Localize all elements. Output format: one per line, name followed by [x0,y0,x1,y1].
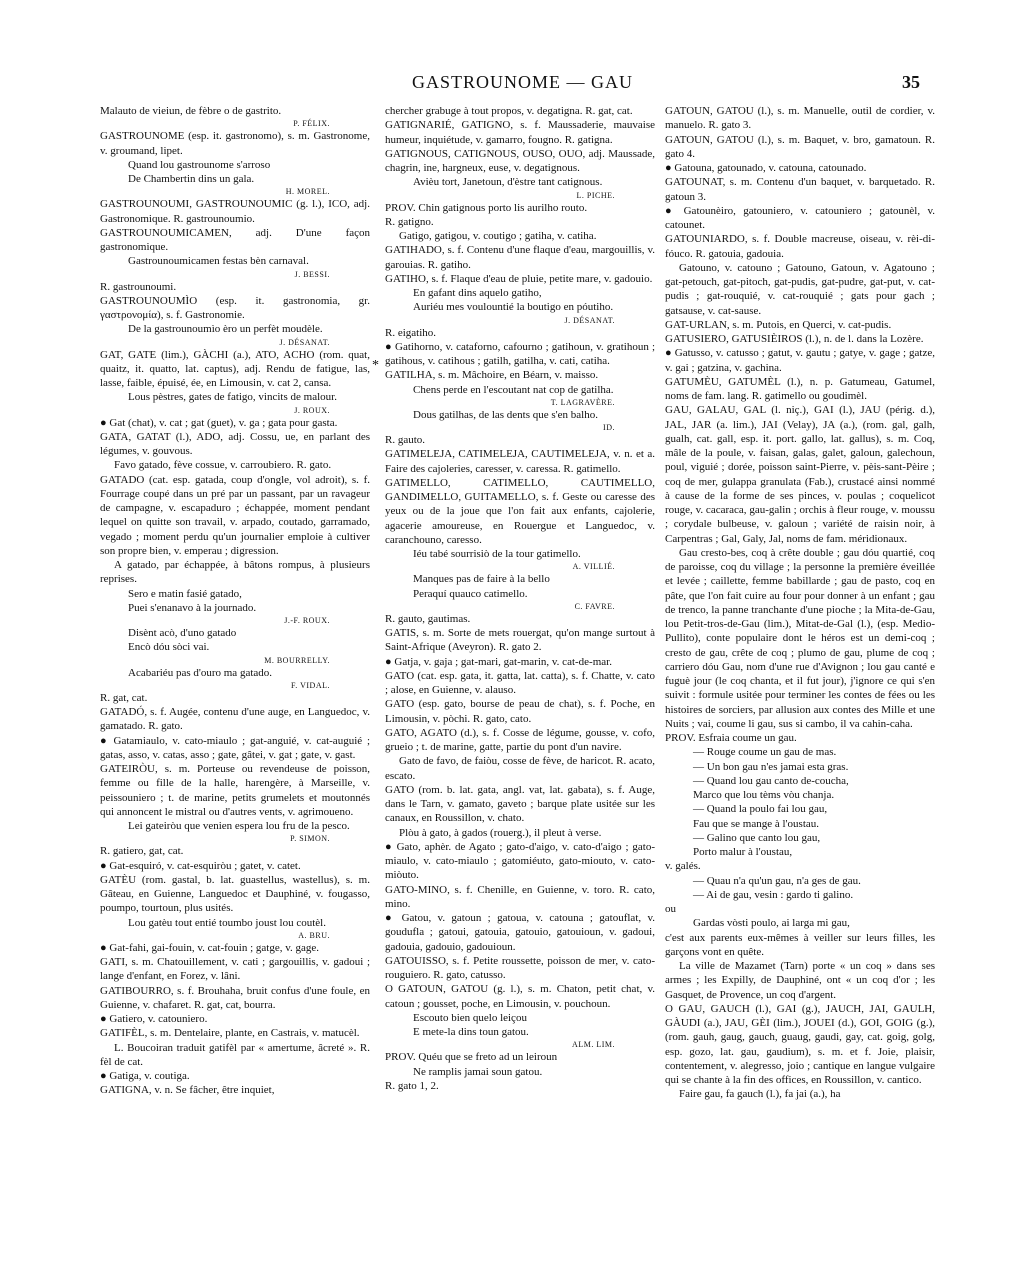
entry-paragraph: GATO (cat. esp. gata, it. gatta, lat. catta), s. f. Chatte, v. cato ; alose, en Guienne, v. alauso. [385,669,655,696]
entry-paragraph: GATIGNARIÉ, GATIGNO, s. f. Maussaderie, mauvaise humeur, inquiétude, v. gamarro, fougno. R. gatigna. [385,119,655,146]
entry-paragraph: GATOUISSO, s. f. Petite roussette, poisson de mer, v. cato-rouguiero. R. gato, catusso. [385,954,655,981]
entry-paragraph: ● Gat (chat), v. cat ; gat (guet), v. ga ; gata pour gasta. [100,416,338,429]
quotation-author: J. ROUX. [294,405,330,415]
entry-paragraph: GATOUNAT, s. m. Contenu d'un baquet, v. barquetado. R. gatoun 3. [665,176,935,203]
quotation-author: J. BESSI. [294,269,330,279]
page-title: GASTROUNOME — GAU [412,72,634,92]
entry-paragraph: GATO (esp. gato, bourse de peau de chat), s. f. Poche, en Limousin, v. pòchi. R. gato, cato. [385,698,655,725]
entry-paragraph: R. gastrounoumi. [100,280,177,293]
column-left [100,104,370,1254]
entry-paragraph: ● Gat-esquiró, v. cat-esquiròu ; gatet, v. catet. [100,859,301,872]
quotation-author: H. MOREL. [285,187,330,197]
quotation-line: — Quand lou gau canto de-coucha, [693,774,849,787]
quotation-line: Lous pèstres, gates de fatigo, vincits de malour. [128,391,337,404]
quotation-line: — Ai de gau, vesin : gardo ti galino. [693,888,854,901]
entry-paragraph: GATUSIERO, GATUSIÈIROS (l.), n. de l. dans la Lozère. [665,333,924,345]
entry-paragraph: ● Gatiga, v. coutiga. [100,1070,190,1082]
entry-paragraph: GATÈU (rom. gastal, b. lat. guastellus, wastellus), s. m. Gâteau, en Guienne, Languedoc et Dauphiné, v. fougasso, poumpo, tourtoun, plus usités. [100,873,370,915]
entry-paragraph: PROV. Quéu que se freto ad un leiroun [385,1051,558,1064]
quotation-author: J.-F. ROUX. [284,616,330,625]
entry-paragraph: GASTROUNOUMICAMEN, adj. D'une façon gastronomique. [100,226,370,253]
entry-paragraph: GATIGNA, v. n. Se fâcher, être inquiet, [100,1084,275,1097]
quotation-line: Disènt acò, d'uno gatado [128,627,237,639]
entry-paragraph: GASTROUNOUMÌO (esp. it. gastronomia, gr. γαστρονομία), s. f. Gastronomie. [100,294,370,321]
entry-paragraph: O GATOUN, GATOU (g. l.), s. m. Chaton, petit chat, v. catoun ; gousset, poche, en Limousin, v. pouchoun. [385,983,655,1010]
quotation-line: Gastrounoumicamen festas bèn carnaval. [128,255,309,268]
quotation-line: Porto malur à l'oustau, [693,846,793,858]
entry-paragraph: ● Gat-fahi, gai-fouin, v. cat-fouin ; gatge, v. gage. [100,941,320,954]
quotation-author: L. PICHE. [576,190,615,200]
entry-paragraph: Faire gau, fa gauch (l.), fa jai (a.), ha [679,1088,841,1101]
quotation-line: De Chambertin dins un gala. [128,173,255,185]
entry-paragraph: GATO-MINO, s. f. Chenille, en Guienne, v. toro. R. cato, mino. [385,883,655,910]
entry-paragraph: L. Boucoiran traduit gatifèl par « amertume, âcreté ». R. fèl de cat. [100,1041,370,1068]
entry-paragraph: GATADO (cat. esp. gatada, coup d'ongle, vol adroit), s. f. Fourrage coupé dans un pré par un passant, par un ravageur de campagne, v. escapaduro ; échappée, moment pendant lequel on quitte son travail, v. arpado, coutado, garramado, vegado ; moment perdu qu'un journalier emploie à cultiver son propre bien, v. emperau ; digression. [100,473,370,557]
page-number: 35 [902,72,920,92]
entry-paragraph: R. gato 1, 2. [385,1079,439,1092]
entry-paragraph: Gatigo, gatigou, v. coutigo ; gatiha, v. catiha. [399,230,597,242]
entry-paragraph: Plòu à gato, à gados (rouerg.), il pleut à verse. [399,826,602,839]
entry-paragraph: Gato de favo, de faiòu, cosse de fève, de haricot. R. acato, escato. [385,755,655,782]
quotation-author: P. SIMON. [290,834,330,844]
quotation-line: — Quand la poulo fai lou gau, [693,803,828,816]
quotation-author: F. VIDAL. [290,680,330,690]
column-middle [385,104,655,1254]
quotation-line: Peraquí quauco catimello. [413,587,528,600]
entry-paragraph: GATIHADO, s. f. Contenu d'une flaque d'eau, margouillis, v. garouias. R. gatiho. [385,244,655,271]
entry-paragraph: chercher grabuge à tout propos, v. degatigna. R. gat, cat. [385,105,633,117]
entry-paragraph: GATIMELEJA, CATIMELEJA, CAUTIMELEJA, v. n. et a. Faire des cajoleries, caresser, v. caressa. R. gatimello. [385,448,655,475]
quotation-line: Marco que lou tèms vòu chanja. [693,789,835,801]
entry-paragraph: ● Gatja, v. gaja ; gat-mari, gat-marin, v. cat-de-mar. [385,655,612,668]
entry-paragraph: GATOUN, GATOU (l.), s. m. Manuelle, outil de cordier, v. manuelo. R. gato 3. [665,105,935,132]
entry-paragraph: Gatouno, v. catouno ; Gatouno, Gatoun, v. Agatouno ; gat-petouch, gat-pitoch, gat-pudis, gat-pudre, gat-put, v. cat-pudis ; gat-rouquié, v. cat-rouquié ; gats pour gach ; gatsause, v. cat-sause. [665,261,935,317]
entry-paragraph: GATIMELLO, CATIMELLO, CAUTIMELLO, GANDIMELLO, GUITAMELLO, s. f. Geste ou caresse des yeux ou de la joue que l'on fait aux enfants, cajolerie, agacerie amoureuse, en Rouergue et Languedoc, v. caranchouno, caresso. [385,476,655,546]
entry-paragraph: GATIFÈL, s. m. Dentelaire, plante, en Castrais, v. matucèl. [100,1027,360,1040]
column-right [665,104,935,1254]
quotation-author: ID. [603,423,615,432]
entry-paragraph: R. gatigno. [385,215,434,228]
quotation-line: Sero e matin fasié gatado, [128,587,242,600]
entry-paragraph: GATADÓ, s. f. Augée, contenu d'une auge, en Languedoc, v. gamatado. R. gato. [100,706,370,733]
entry-paragraph: ● Gatiero, v. catouniero. [100,1013,208,1025]
entry-paragraph: GAT-URLAN, s. m. Putois, en Querci, v. cat-pudis. [665,318,892,331]
entry-paragraph: GATILHA, s. m. Mâchoire, en Béarn, v. maisso. [385,369,599,382]
entry-paragraph: c'est aux parents eux-mêmes à veiller sur leurs filles, les garçons vont en quête. [665,931,935,958]
entry-paragraph: v. galés. [665,860,701,873]
quotation-line: E mete-la dins toun gatou. [413,1026,529,1038]
quotation-line: Iéu tabé sourrisiò de la tour gatimello. [413,548,581,560]
entry-paragraph: PROV. Chin gatignous porto lis aurilho routo. [385,201,588,214]
entry-paragraph: La ville de Mazamet (Tarn) porte « un coq » dans ses armes ; les Expilly, de Dauphiné, ont « un coq d'or ; les Gasquet, de Provence, un coq d'argent. [665,960,935,1001]
quotation-line: Escouto bien quelo leiçou [413,1011,527,1024]
entry-paragraph: ● Gatihorno, v. cataforno, cafourno ; gatihoun, v. gratihoun ; gatihous, v. catihous ; gatilh, gatilha, v. cati, catiha. [385,340,655,367]
entry-paragraph: GATUMÈU, GATUMÈL (l.), n. p. Gatumeau, Gatumel, noms de fam. lang. R. gatimello ou goudimèl. [665,375,935,402]
quotation-line: — Rouge coume un gau de mas. [693,746,837,759]
quotation-line: Dous gatilhas, de las dents que s'en balho. [413,408,598,421]
quotation-author: A. BRU. [298,930,330,940]
entry-paragraph: GATIGNOUS, CATIGNOUS, OUSO, OUO, adj. Maussade, chagrin, ine, hargneux, euse, v. degatignous. [385,147,655,174]
quotation-line: — Galino que canto lou gau, [693,831,821,844]
entry-paragraph: R. gat, cat. [100,691,148,704]
entry-paragraph: GATIBOURRO, s. f. Brouhaha, bruit confus d'une foule, en Guienne, v. chafaret. R. gat, cat, bourra. [100,984,370,1011]
quotation-author: ALM. LIM. [572,1040,615,1050]
entry-paragraph: GATEIRÒU, s. m. Porteuse ou revendeuse de poisson, femme ou fille de la halle, harengère, à Marseille, v. peissouniero ; t. de marine, petits grumelets et moutonnés qui annoncent le mistral ou d'autres vents, v. agrimoueno. [100,763,370,818]
entry-paragraph: ou [665,903,676,915]
quotation-author: J. DÉSANAT. [279,337,330,347]
entry-paragraph: GAU, GALAU, GAL (l. niç.), GAI (l.), JAU (périg. d.), JAL, JAR (a. lim.), JAI (Velay), JA (a.), (rom. gal, galh, gualh, cat. gall, esp. it. port. gallo, lat. gallus), s. m. Coq, mâle de la poule, v. faisan, galas, galet, galoun, galechoun, poul, viguié ; dorée, poisson saint-Pierre, v. pèis-sant-Pèire ; coq de mer, gulappa granulata (Fab.), crustacé ainsi nommé à cause de la forme de ses pinces, v. poulas ; coquelicot rouge, v. cacaraca, gau-galin ; orchis à fleur rouge, v. moussu ; corydale bulbeuse, v. galoun ; variété de raisin noir, à Carpentras ; Gal, Galy, Jal, noms de fam. méridionaux. [665,404,935,545]
entry-paragraph: R. eigatiho. [385,326,437,339]
entry-paragraph: GATO (rom. b. lat. gata, angl. vat, lat. gabata), s. f. Auge, dans le Tarn, v. gamato, gaveto ; barque plate usitée sur les canaux, en Roussillon, v. chato. [385,783,655,825]
entry-paragraph: GAT, GATE (lim.), GÀCHI (a.), ATO, ACHO (rom. quat, quaitz, it. quatto, lat. captus), adj. Rendu de fatigue, las, lasse, faible, épuisé, ée, en Limousin, v. cat 2, cansa. [100,348,370,389]
entry-paragraph: ● Gato, aphèr. de Agato ; gato-d'aigo, v. cato-d'aigo ; gato-miaulo, v. cato-miaulo ; gatomiéuto, gato-miouto, v. cato-miòuto. [385,840,655,882]
quotation-author: M. BOURRELLY. [264,655,330,665]
quotation-line: Lou gatèu tout entié toumbo joust lou coutèl. [128,916,326,929]
quotation-line: De la gastrounoumìo èro un perfèt moudèle. [128,323,323,336]
quotation-line: Ne ramplis jamai soun gatou. [413,1065,543,1078]
entry-paragraph: ● Gatounèiro, gatouniero, v. catouniero ; gatounèl, v. catounet. [665,204,935,231]
entry-paragraph: ● Gatou, v. gatoun ; gatoua, v. catouna ; gatouflat, v. goudufla ; gatoui, gatouia, gatouio, gatouioun, v. gadoui, gadouia, gadouio, gadouioun. [385,912,655,953]
quotation-line: Chens perde en l'escoutant nat cop de gatilha. [413,383,614,396]
entry-paragraph: Malauto de vieiun, de fèbre o de gastrito. [100,105,282,117]
quotation-line: Acabariéu pas d'ouro ma gatado. [128,666,273,679]
quotation-line: Quand lou gastrounome s'arroso [128,158,271,171]
entry-paragraph: GATOUNIARDO, s. f. Double macreuse, oiseau, v. rèi-di-fóuco. R. gatouia, gadouia. [665,233,935,260]
quotation-author: J. DÉSANAT. [564,315,615,325]
entry-paragraph: ● Gatouna, gatounado, v. catouna, catounado. [665,162,867,174]
entry-paragraph: GATA, GATAT (l.), ADO, adj. Cossu, ue, en parlant des légumes, v. gouvous. [100,430,370,457]
entry-paragraph: GATO, AGATO (d.), s. f. Cosse de légume, gousse, v. cofo, grueio ; t. de marine, gatte, partie du pont d'un navire. [385,726,655,753]
quotation-line: Puei s'enanavo à la journado. [128,601,257,614]
quotation-line: — Quau n'a qu'un gau, n'a ges de gau. [693,874,861,887]
entry-paragraph: GATI, s. m. Chatouillement, v. cati ; gargouillis, v. gadoui ; lange d'enfant, en Forez, v. lâni. [100,956,370,983]
quotation-line: Fau que se mange à l'oustau. [693,817,820,830]
quotation-author: C. FAVRE. [574,601,615,611]
quotation-author: T. LAGRAVÈRE. [550,397,615,407]
quotation-line: Gardas vòsti poulo, ai larga mi gau, [693,917,850,930]
entry-paragraph: ● Gatamiaulo, v. cato-miaulo ; gat-anguié, v. cat-auguié ; gatas, asso, v. catas, asso ; gate, gâtei, v. gat ; gate, v. gast. [100,734,370,761]
asterisk-mark: * [372,358,379,373]
entry-paragraph: GASTROUNOME (esp. it. gastronomo), s. m. Gastronome, v. groumand, lipet. [100,130,370,157]
entry-paragraph: ● Gatusso, v. catusso ; gatut, v. gautu ; gatye, v. gage ; gatze, v. gai ; gatzina, v. gachina. [665,347,935,374]
entry-paragraph: GATIHO, s. f. Flaque d'eau de pluie, petite mare, v. gadouio. [385,272,653,285]
quotation-line: Avièu tort, Janetoun, d'èstre tant catignous. [413,176,603,189]
entry-paragraph: R. gauto, gautimas. [385,612,471,625]
entry-paragraph: O GAU, GAUCH (l.), GAI (g.), JAUCH, JAI, GAULH, GÀUDI (a.), JAU, GÈI (lim.), JOUEI (d.), GOI, GOIG (g.), (rom. gauh, gaug, gauch, guaug, gaudi, gay, cat. goig, golg, esp. gozo, lat. gau, gaudium), s. m. et f. Joie, plaisir, contentement, v. alegresso, joio ; cantique en langue vulgaire qui se chante à la fin des offices, en Roussillon, v. cantico. [665,1002,935,1086]
entry-paragraph: Favo gatado, fève cossue, v. carroubiero. R. gato. [114,459,332,472]
quotation-line: — Un bon gau n'es jamai esta gras. [693,760,849,773]
quotation-author: P. FÉLIX. [293,119,330,129]
entry-paragraph: GASTROUNOUMI, GASTROUNOUMIC (g. l.), ICO, adj. Gastronomique. R. gastrounoumio. [100,198,370,225]
entry-paragraph: A gatado, par échappée, à bâtons rompus, à plusieurs reprises. [100,559,370,586]
entry-paragraph: PROV. Esfraia coume un gau. [665,732,797,744]
quotation-line: Lei gateiròu que venien espera lou fru de la pesco. [128,820,350,832]
quotation-line: Auriéu mes voulountié la boutigo en póutiho. [413,301,614,314]
entry-paragraph: GATIS, s. m. Sorte de mets rouergat, qu'on mange surtout à Saint-Afrique (Aveyron). R. gato 2. [385,627,655,654]
entry-paragraph: Gau cresto-bes, coq à crête double ; gau dóu quartié, coq de paroisse, coq du village ; la personne la première éveillée et levée ; caillette, femme babillarde ; gau de pasto, coq en pâte, que l'on fait cuire au four pour donner à un enfant ; gau de trenco, la panne tranchante d'une pioche ; la Mita-de-Gau, lou Petit-tros-de-Gau (lim.), Mitat-de-Gal (l.), (esp. Medio-Pullito), conte populaire dont le héros est un demi-coq ; cresto de gau, crête de coq ; plumo de gau, plume de coq ; carriero dóu Gau, nom d'une rue d'Avignon ; lou gau canté e fuguè jour (le coq chanta, et il fut jour), j'ignore ce qui s'en suivit : formule usitée pour terminer les contes de fées ou les histoires de sorciers, par allusion aux contes des Mille et une Nuits ; vai, coume li gau, sus si cambo, il va cahin-caha. [665,546,935,730]
quotation-line: En gafant dins aquelo gatiho, [413,287,542,299]
quotation-line: Manques pas de faire à la bello [413,573,550,586]
running-head [0,72,1024,96]
entry-paragraph: R. gauto. [385,434,426,446]
quotation-line: Encò dóu sòci vai. [128,641,210,654]
entry-paragraph: GATOUN, GATOU (l.), s. m. Baquet, v. bro, gamatoun. R. gato 4. [665,133,935,160]
entry-paragraph: R. gatiero, gat, cat. [100,845,184,858]
quotation-author: A. VILLIÉ. [572,562,615,572]
